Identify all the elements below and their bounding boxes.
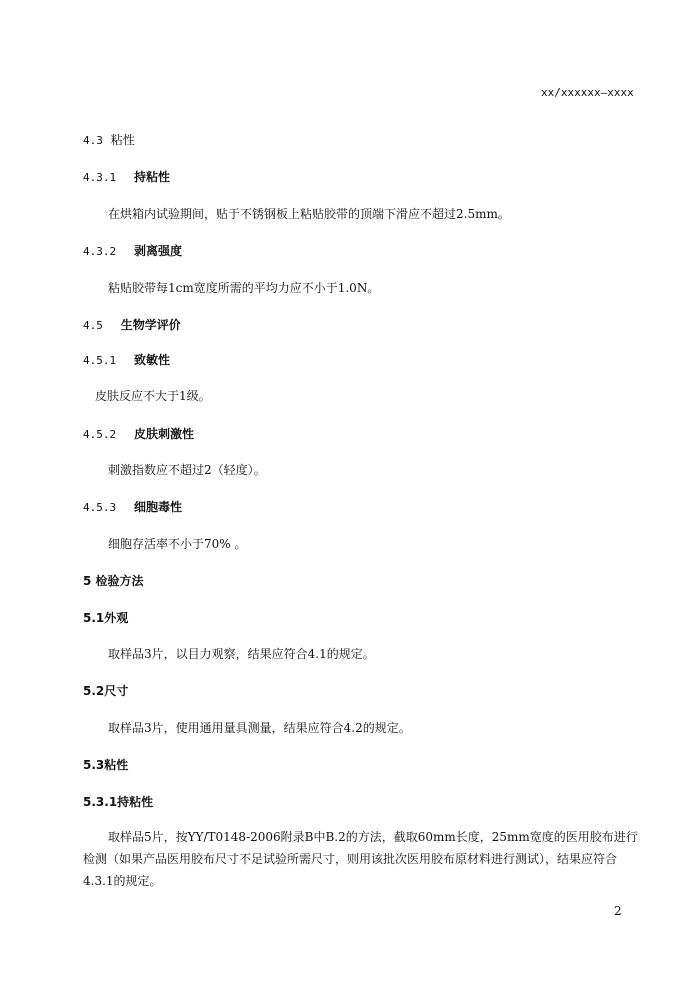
section-4-3-1-heading <box>83 169 170 186</box>
section-title: 持粘性 <box>133 170 170 184</box>
section-4-5-2-body: 刺激指数应不超过2（轻度）。 <box>108 463 266 477</box>
section-number: 4.5 <box>83 319 103 332</box>
section-4-5-3-heading <box>83 499 182 516</box>
document-id: xx/xxxxxx—xxxx <box>541 86 634 99</box>
section-4-5-1-heading <box>83 352 170 369</box>
section-4-3-2-heading <box>83 243 182 260</box>
section-5-heading: 5 检验方法 <box>83 574 144 588</box>
section-title: 细胞毒性 <box>133 500 182 514</box>
section-number: 4.5.2 <box>83 428 117 441</box>
section-4-5-2-heading <box>83 426 194 443</box>
section-4-5-1-body: 皮肤反应不大于1级。 <box>95 389 211 403</box>
section-4-3-heading <box>83 132 135 149</box>
section-5-2-heading: 5.2尺寸 <box>83 684 129 698</box>
section-number: 4.5.1 <box>83 354 117 367</box>
section-4-5-3-body: 细胞存活率不小于70% 。 <box>108 537 247 551</box>
section-number: 4.3.1 <box>83 171 117 184</box>
section-5-2-body: 取样品3片，使用通用量具测量，结果应符合4.2的规定。 <box>108 721 411 735</box>
section-title: 粘性 <box>110 133 135 147</box>
section-title: 剥离强度 <box>133 244 182 258</box>
section-number: 4.3.2 <box>83 245 117 258</box>
section-title: 生物学评价 <box>120 318 181 332</box>
section-title: 致敏性 <box>133 353 170 367</box>
section-5-1-heading: 5.1外观 <box>83 611 129 625</box>
section-5-3-heading: 5.3粘性 <box>83 758 129 772</box>
section-5-3-1-body-line-2: 检测（如果产品医用胶布尺寸不足试验所需尺寸，则用该批次医用胶布原材料进行测试），结果应符合 <box>83 852 618 866</box>
section-5-3-1-body-line-1: 取样品5片，按YY/T0148-2006附录B中B.2的方法，截取60mm长度，25mm宽度的医用胶布进行 <box>108 830 638 844</box>
section-5-3-1-heading: 5.3.1持粘性 <box>83 795 154 809</box>
section-4-5-heading <box>83 317 181 334</box>
section-4-3-1-body: 在烘箱内试验期间，贴于不锈钢板上粘贴胶带的顶端下滑应不超过2.5mm。 <box>108 207 510 221</box>
section-5-1-body: 取样品3片，以目力观察，结果应符合4.1的规定。 <box>108 647 375 661</box>
page-number: 2 <box>614 904 622 918</box>
section-title: 皮肤刺激性 <box>133 427 194 441</box>
section-number: 4.5.3 <box>83 501 117 514</box>
section-number: 4.3 <box>83 134 103 147</box>
section-5-3-1-body-line-3: 4.3.1的规定。 <box>83 874 162 888</box>
section-4-3-2-body: 粘贴胶带每1cm宽度所需的平均力应不小于1.0N。 <box>108 281 380 295</box>
